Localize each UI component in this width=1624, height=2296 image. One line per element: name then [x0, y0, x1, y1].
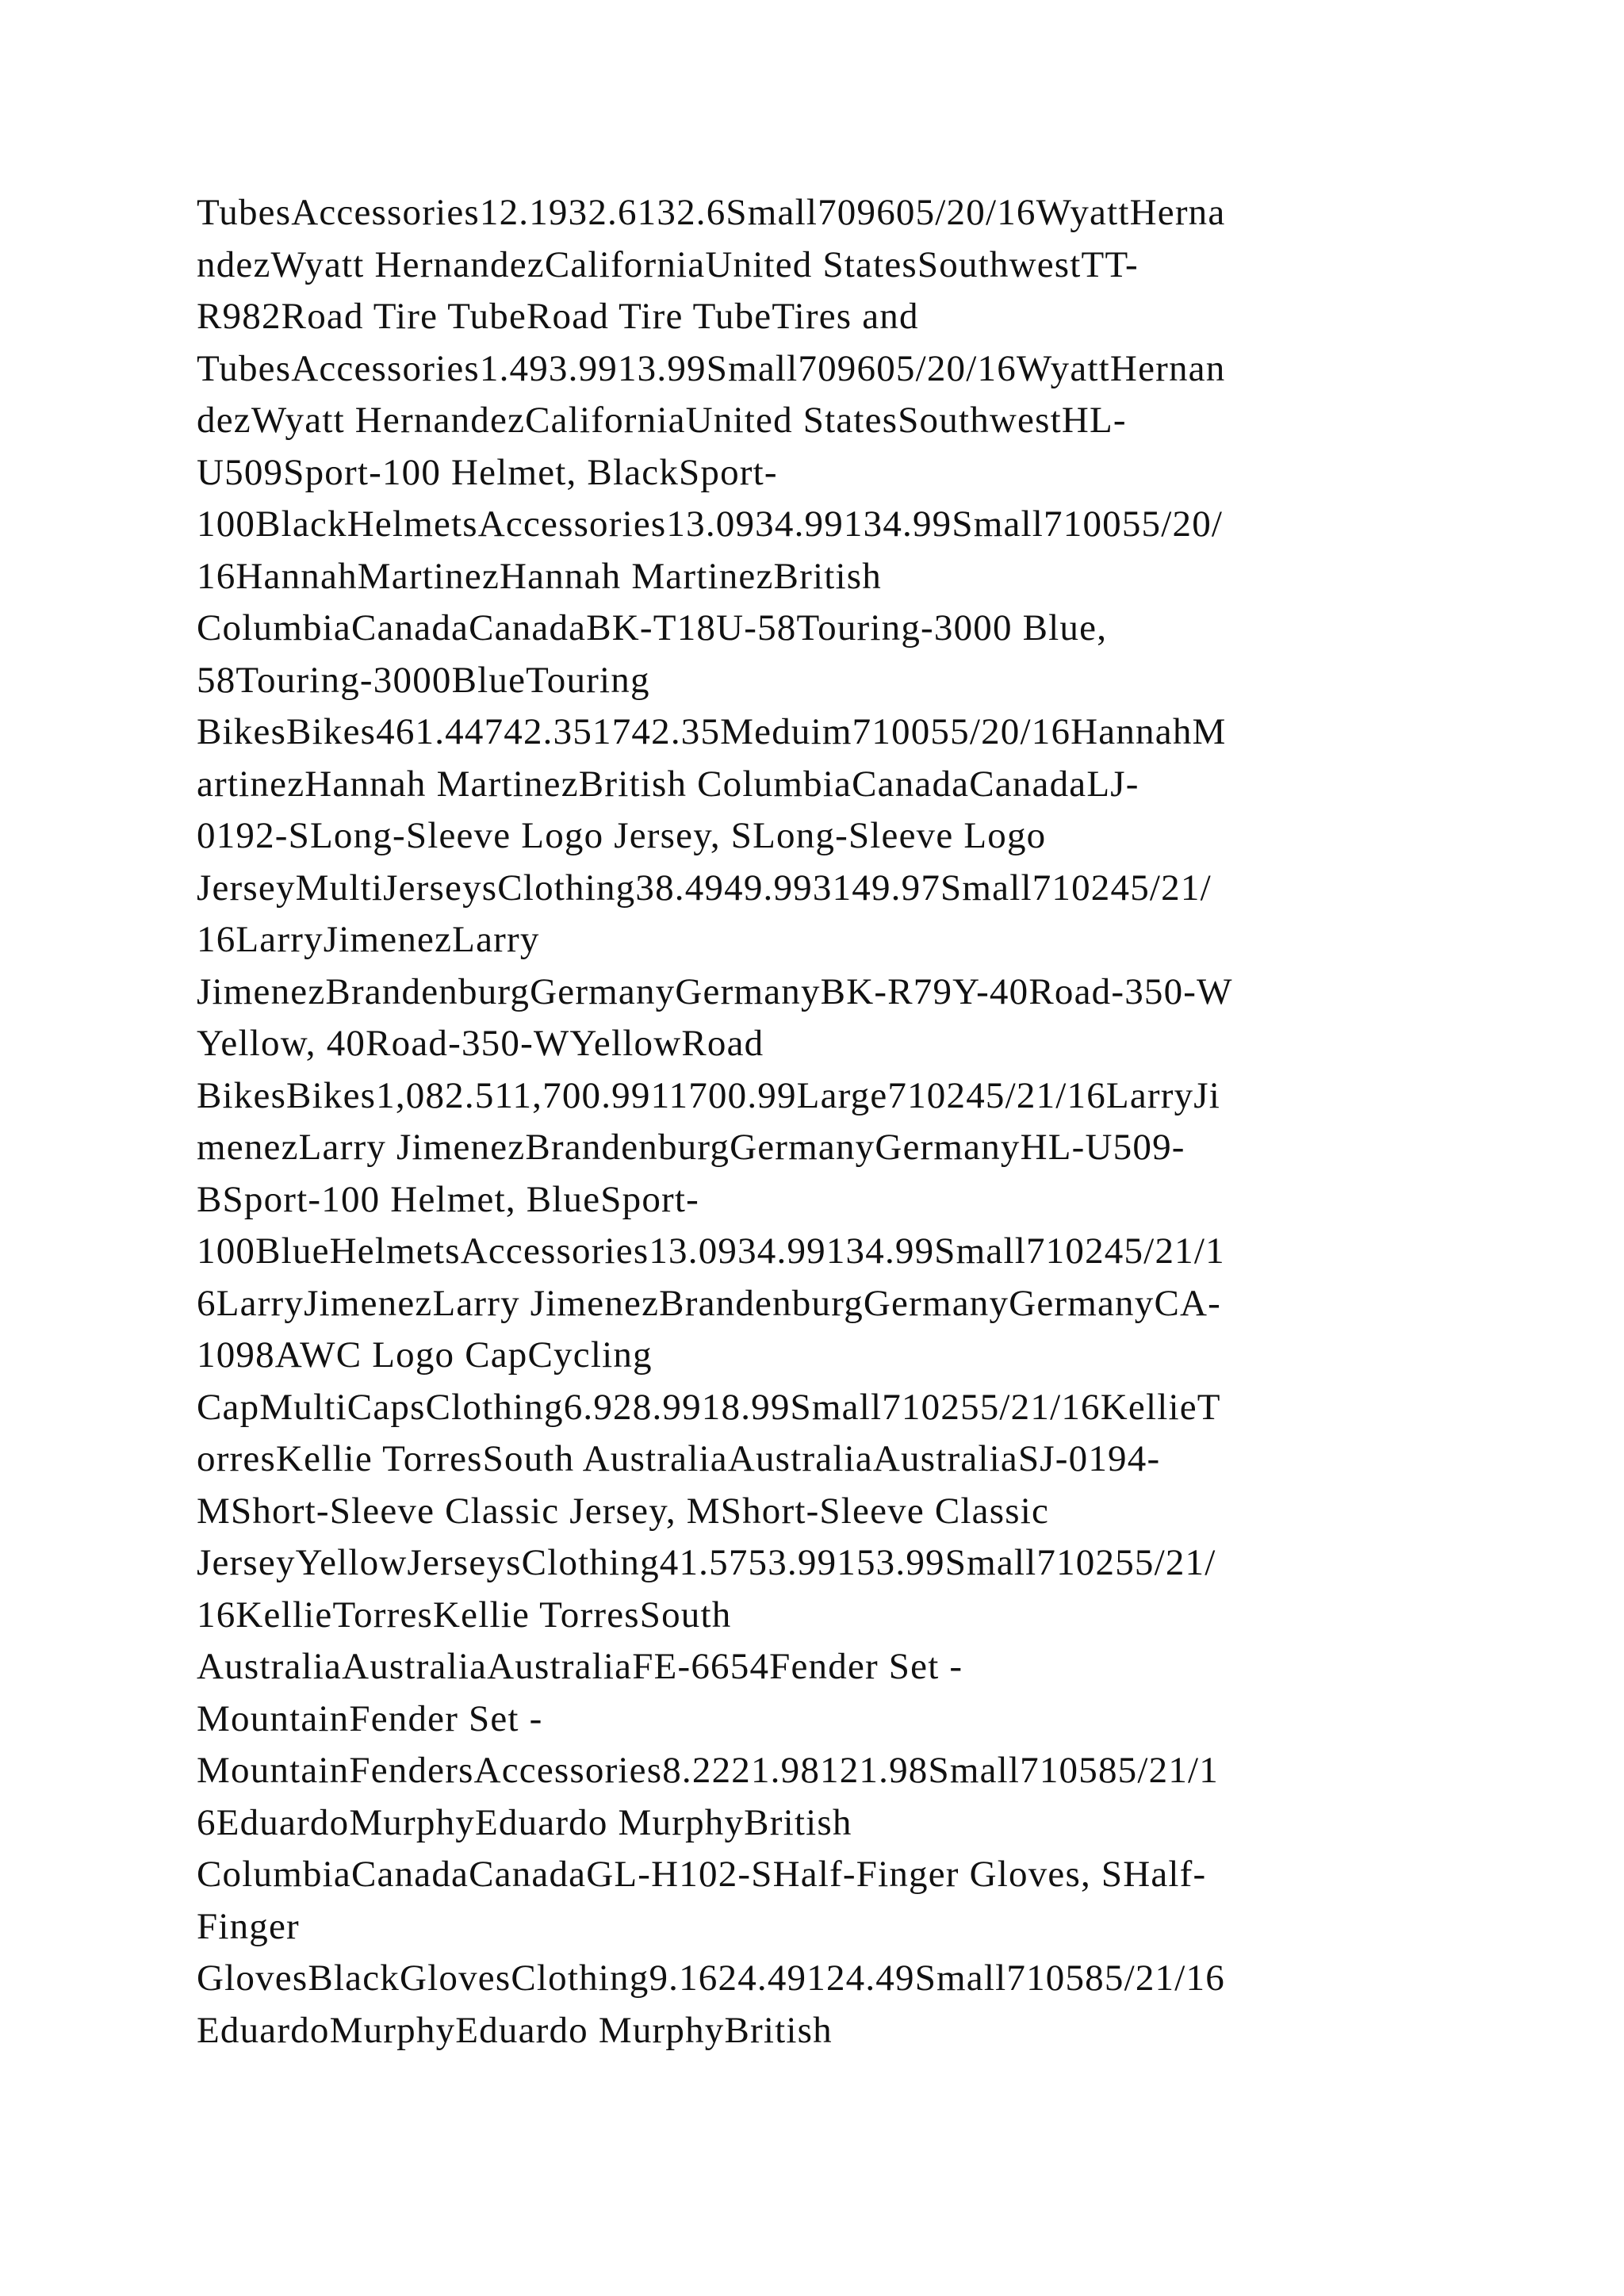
document-body-text	[197, 187, 1450, 2057]
text-line: BikesBikes1,082.511,700.9911700.99Large710245/21/16LarryJi	[197, 1074, 1221, 1116]
text-line: MountainFendersAccessories8.2221.98121.98Small710585/21/1	[197, 1750, 1219, 1791]
text-line: artinezHannah MartinezBritish ColumbiaCanadaCanadaLJ-	[197, 763, 1139, 805]
text-line: MShort-Sleeve Classic Jersey, MShort-Sleeve Classic	[197, 1490, 1050, 1532]
text-line: 6LarryJimenezLarry JimenezBrandenburgGermanyGermanyCA-	[197, 1282, 1221, 1324]
text-line: R982Road Tire TubeRoad Tire TubeTires and	[197, 296, 919, 337]
text-line: menezLarry JimenezBrandenburgGermanyGermanyHL-U509-	[197, 1127, 1185, 1168]
text-line: CapMultiCapsClothing6.928.9918.99Small710255/21/16KellieT	[197, 1386, 1221, 1428]
text-line: JerseyMultiJerseysClothing38.4949.993149.97Small710245/21/	[197, 867, 1212, 909]
text-line: EduardoMurphyEduardo MurphyBritish	[197, 2009, 833, 2051]
text-line: 100BlackHelmetsAccessories13.0934.99134.99Small710055/20/	[197, 503, 1224, 545]
text-line: Finger	[197, 1905, 300, 1947]
text-line: dezWyatt HernandezCaliforniaUnited StatesSouthwestHL-	[197, 400, 1127, 441]
text-line: JimenezBrandenburgGermanyGermanyBK-R79Y-40Road-350-W	[197, 970, 1233, 1012]
text-line: 58Touring-3000BlueTouring	[197, 659, 650, 701]
text-line: MountainFender Set -	[197, 1697, 543, 1739]
text-line: U509Sport-100 Helmet, BlackSport-	[197, 451, 778, 493]
text-line: AustraliaAustraliaAustraliaFE-6654Fender Set -	[197, 1646, 963, 1687]
text-line: BikesBikes461.44742.351742.35Meduim710055/20/16HannahM	[197, 711, 1227, 752]
text-line: BSport-100 Helmet, BlueSport-	[197, 1178, 700, 1220]
text-line: Yellow, 40Road-350-WYellowRoad	[197, 1023, 764, 1064]
text-line: ColumbiaCanadaCanadaGL-H102-SHalf-Finger Gloves, SHalf-	[197, 1854, 1207, 1895]
text-line: 1098AWC Logo CapCycling	[197, 1334, 653, 1376]
text-line: 16HannahMartinezHannah MartinezBritish	[197, 555, 882, 597]
text-line: 6EduardoMurphyEduardo MurphyBritish	[197, 1801, 852, 1843]
text-line: ColumbiaCanadaCanadaBK-T18U-58Touring-3000 Blue,	[197, 607, 1108, 649]
text-line: JerseyYellowJerseysClothing41.5753.99153.99Small710255/21/	[197, 1542, 1216, 1583]
text-line: TubesAccessories12.1932.6132.6Small709605/20/16WyattHerna	[197, 192, 1226, 233]
text-line: ndezWyatt HernandezCaliforniaUnited StatesSouthwestTT-	[197, 243, 1139, 285]
text-line: orresKellie TorresSouth AustraliaAustraliaAustraliaSJ-0194-	[197, 1438, 1161, 1479]
text-line: 0192-SLong-Sleeve Logo Jersey, SLong-Sleeve Logo	[197, 815, 1047, 856]
text-line: TubesAccessories1.493.9913.99Small709605/20/16WyattHernan	[197, 347, 1226, 389]
text-line: 100BlueHelmetsAccessories13.0934.99134.99Small710245/21/1	[197, 1230, 1225, 1272]
text-line: GlovesBlackGlovesClothing9.1624.49124.49Small710585/21/16	[197, 1957, 1225, 1999]
text-line: 16KellieTorresKellie TorresSouth	[197, 1594, 732, 1636]
text-line: 16LarryJimenezLarry	[197, 919, 540, 960]
